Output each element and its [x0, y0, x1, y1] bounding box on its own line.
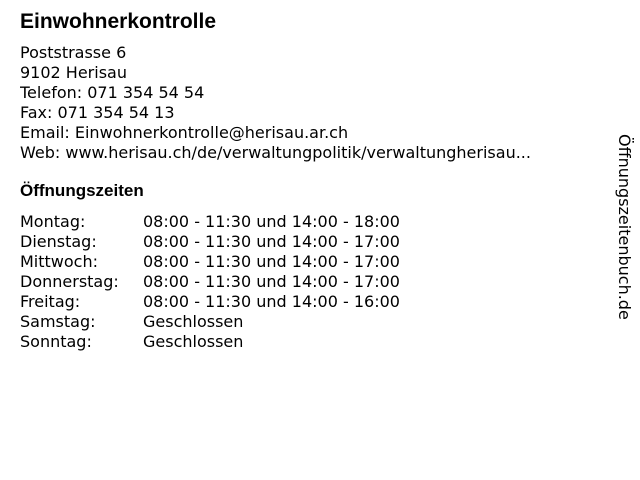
hours-row-monday: [20, 212, 400, 232]
hours-row-wednesday: [20, 252, 400, 272]
opening-hours-heading: Öffnungszeiten: [20, 181, 144, 200]
day-label: Sonntag:: [20, 332, 92, 351]
day-label: Dienstag:: [20, 232, 97, 251]
day-label: Donnerstag:: [20, 272, 119, 291]
email-address: Email: Einwohnerkontrolle@herisau.ar.ch: [20, 123, 349, 142]
contact-block: [20, 43, 600, 163]
hours-row-saturday: [20, 312, 400, 332]
street-address: Poststrasse 6: [20, 43, 127, 62]
website-link: Web: www.herisau.ch/de/verwaltungpolitik/verwaltungherisau...: [20, 143, 531, 162]
postal-city: 9102 Herisau: [20, 63, 127, 82]
day-hours: 08:00 - 11:30 und 14:00 - 18:00: [143, 212, 400, 231]
opening-hours-table: [20, 212, 400, 352]
day-label: Freitag:: [20, 292, 81, 311]
phone-number: Telefon: 071 354 54 54: [20, 83, 205, 102]
hours-row-friday: [20, 292, 400, 312]
day-label: Montag:: [20, 212, 86, 231]
business-card: [20, 10, 600, 352]
business-name: Einwohnerkontrolle: [20, 10, 217, 33]
day-hours: Geschlossen: [143, 332, 244, 351]
site-watermark-label: Öffnungszeitenbuch.de: [615, 134, 634, 320]
day-hours: 08:00 - 11:30 und 14:00 - 17:00: [143, 232, 400, 251]
hours-row-thursday: [20, 272, 400, 292]
fax-number: Fax: 071 354 54 13: [20, 103, 175, 122]
day-hours: 08:00 - 11:30 und 14:00 - 16:00: [143, 292, 400, 311]
day-hours: 08:00 - 11:30 und 14:00 - 17:00: [143, 272, 400, 291]
day-hours: Geschlossen: [143, 312, 244, 331]
day-hours: 08:00 - 11:30 und 14:00 - 17:00: [143, 252, 400, 271]
day-label: Samstag:: [20, 312, 96, 331]
hours-row-sunday: [20, 332, 400, 352]
day-label: Mittwoch:: [20, 252, 98, 271]
hours-row-tuesday: [20, 232, 400, 252]
